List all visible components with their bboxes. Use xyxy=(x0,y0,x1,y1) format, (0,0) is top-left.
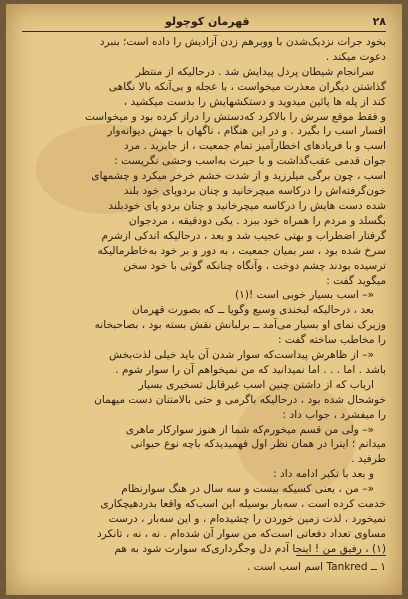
text-line: افسار اسب را بگیرد . و در این هنگام ، ناگهان با جهش دیوانه‌وار xyxy=(107,125,386,138)
text-line: کند از پله ها پائین میدوید و دستکشهایش را بدست میکشید ، xyxy=(123,95,386,108)
text-line: جوان قدمی عقب‌گذاشت و با حیرت به‌اسب وحشی نگریست : xyxy=(114,155,386,168)
footnote xyxy=(22,560,386,574)
footnote-latin-term: Tankred xyxy=(326,561,368,573)
text-line: سرانجام شیطان پردل پیدایش شد . درحالیکه از منتظر xyxy=(135,65,374,78)
running-title: قهرمان کوچولو xyxy=(164,14,250,28)
footnote-text: اسم اسب است . xyxy=(247,561,324,573)
text-line: خدمت کرده است ، سه‌بار بوسیله این اسب‌که واقعا بدردهیچکاری xyxy=(100,498,386,511)
text-line: بخود جرات نزدیک‌شدن با ووبرهم زدن آزادیش را داده است؛ بنبرد xyxy=(99,36,386,48)
text-line: بعد ، درحالیکه لبخندی وسیع وگویا ــ که بصورت قهرمان xyxy=(132,304,374,317)
text-line: وزیرک نمای او بسیار می‌آمد ــ برلبانش نقش بسته بود ، بصاحبخانه xyxy=(94,319,386,332)
text-line: سرخ شده بود ، سر بمیان جمعیت ، به دور و بر خود به‌خاطرمالیکه xyxy=(97,244,386,257)
text-line: طرفید . xyxy=(351,453,386,466)
text-line: گذاشتن دیگران معذرت میخواست ، با عجله و بی‌آنکه بالا نگاهی xyxy=(108,80,386,93)
text-line: ترسیده بودند چشم دوخت ، وآنگاه چنانکه گوئی با خود سخن xyxy=(123,259,386,272)
paragraph-1 xyxy=(24,35,386,65)
text-line: خوشحال شده بود ، درحالیکه باگرمی و حتی بالامتنان دست میهمان xyxy=(94,393,386,406)
body-text xyxy=(24,35,386,557)
text-line: باشد . اما . . . اما نمیدانید که من نمیخواهم آن را سوار شوم . xyxy=(115,363,386,376)
text-line: نمیخورد ، لذت زمین خوردن را چشیده‌ام ، و این سه‌بار ، درست xyxy=(108,513,386,525)
paragraph-3 xyxy=(24,288,386,556)
text-line: ارباب که از داشتن چنین اسب غیرقابل تسخیری بسیار xyxy=(138,378,374,391)
text-line: را میفشرد ، جواب داد : xyxy=(282,408,386,421)
text-line: (۱) ، رفیق من ! اینجا آدم دل وجگرداری‌که سوارت شود به هم xyxy=(114,542,386,555)
text-line: «– من ، یعنی کسیکه بیست و سه سال در هنگ سوارنظام xyxy=(121,483,374,496)
page-header xyxy=(22,12,386,30)
page-number: ۲۸ xyxy=(372,14,386,28)
book-page xyxy=(6,4,402,595)
text-line: مساوی تعداد دفعاتی است‌که من سوار آن شده‌ام . نه ، نه ، تانکرد xyxy=(96,527,386,540)
text-line: اسب و با فریادهای اخطارآمیز تمام جمعیت ، از جابرید . مرد xyxy=(123,140,386,153)
text-line: را مخاطب ساخته گفت : xyxy=(277,334,386,347)
text-line: خون‌گرفته‌اش را درکاسه میچرخانید و چنان بردوپای خود بلند xyxy=(123,185,386,198)
text-line: «– از ظاهرش پیداست‌که سوار شدن آن باید خیلی لذت‌بخش xyxy=(109,349,374,362)
text-line: و بعد با تکبر ادامه داد : xyxy=(273,468,374,481)
paragraph-2 xyxy=(24,65,386,289)
footnote-rule xyxy=(296,555,386,556)
text-line: «– ولی من قسم میخورم‌که شما از هنوز سوارکار ماهری xyxy=(125,423,374,436)
text-line: «– اسب بسیار خوبی است !(۱) xyxy=(234,289,374,302)
text-line: شده دست هایش را درکاسه میچرخانید و چنان بردو پای خودبلند xyxy=(108,199,386,212)
text-line: اسب ، چون برگی میلرزید و از شدت خشم خرخر میکرد و چشمهای xyxy=(91,170,386,183)
text-line: بگسلد و مردم را همراه خود ببرد . یکی دودقیقه ، مردجوان xyxy=(128,214,386,227)
header-rule xyxy=(22,31,386,32)
text-line: دعوت میکند . xyxy=(325,50,386,63)
text-line: و فقط موقع سرش را بالاکرد که‌دستش را دراز کرده بود و میخواست xyxy=(84,110,386,123)
text-line: گرفتار اضطراب و بهتی عجیب شد و بعد ، درحالیکه اندکی ازشرم xyxy=(101,229,386,242)
footnote-marker: ۱ ــ xyxy=(370,561,386,573)
text-line: میگوید گفت : xyxy=(326,274,386,287)
text-line: میدانم ؛ اینرا در همان نظر اول فهمیدیدکه باچه نوع حیوانی xyxy=(130,438,386,451)
